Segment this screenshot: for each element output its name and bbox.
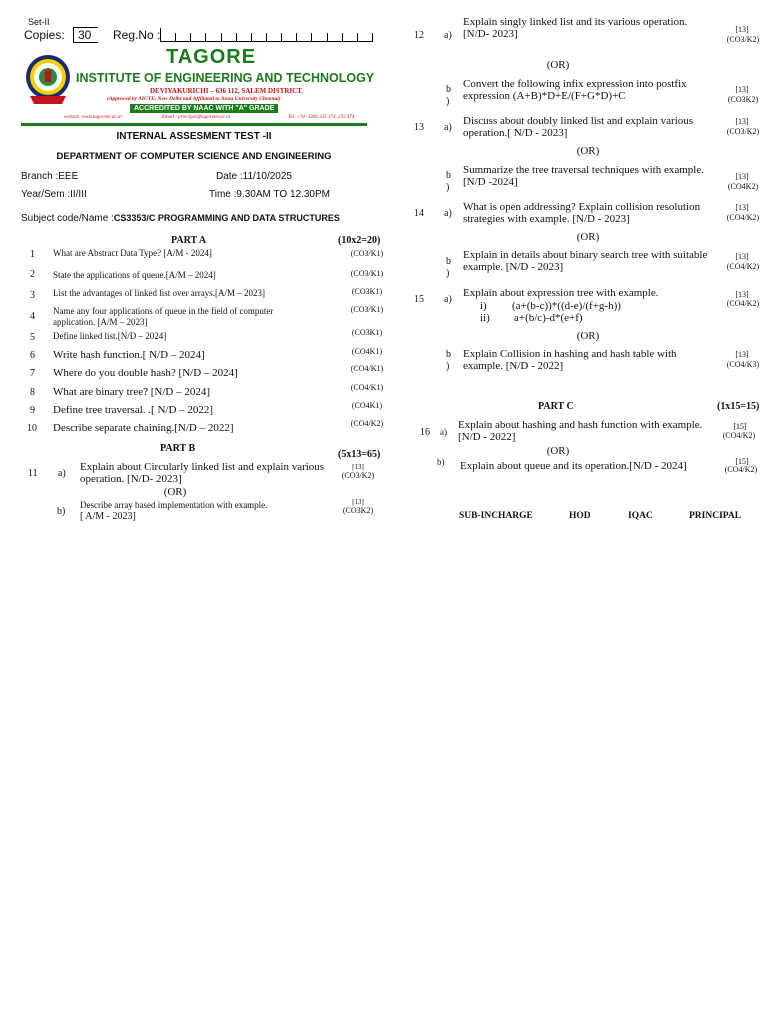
question-number: 1 bbox=[30, 249, 35, 260]
question-number: 14 bbox=[414, 208, 424, 219]
subpart-label: a) bbox=[58, 468, 66, 479]
question-text: Define linked list.[N/D – 2024] bbox=[53, 331, 167, 341]
expression-text: a+(b/c)-d*(e+f) bbox=[514, 312, 583, 324]
subpart-label: a) bbox=[444, 122, 452, 133]
question-text: Define tree traversal. .[ N/D – 2022] bbox=[53, 404, 214, 416]
or-separator: (OR) bbox=[576, 231, 600, 243]
or-separator: (OR) bbox=[576, 145, 600, 157]
marks-label: [13] bbox=[352, 498, 364, 506]
subpart-label: b ) bbox=[446, 256, 451, 279]
naac-badge: ACCREDITED BY NAAC WITH "A" GRADE bbox=[130, 104, 278, 113]
question-text: What is open addressing? Explain collision resolution strategies with example. [N/D - 2023] bbox=[463, 201, 701, 225]
co-code: (CO4/K2) bbox=[350, 419, 384, 428]
subpart-label: b ) bbox=[446, 349, 451, 372]
question-number: 15 bbox=[414, 294, 424, 305]
co-code: (CO4/K2) bbox=[722, 431, 756, 440]
marks-label: [13] bbox=[735, 350, 749, 359]
part-b-title: PART B bbox=[160, 443, 196, 454]
branch: Branch :EEE bbox=[21, 171, 79, 182]
signature-principal: PRINCIPAL bbox=[689, 511, 742, 521]
marks-label: [13] bbox=[735, 25, 749, 34]
part-a-marks: (10x2=20) bbox=[338, 235, 381, 246]
question-text: Convert the following infix expression into postfix expression (A+B)*D+E/(F+G*D)+C bbox=[463, 78, 687, 102]
co-code: (CO3K2) bbox=[342, 506, 374, 515]
co-code: (CO3/K2) bbox=[341, 471, 375, 480]
co-code: (CO4K1) bbox=[351, 347, 383, 356]
exam-title: INTERNAL ASSESMENT TEST -II bbox=[116, 131, 272, 142]
question-text: What are binary tree? [N/D – 2024] bbox=[53, 386, 210, 398]
co-code: (CO3/K1) bbox=[350, 305, 384, 314]
expression-text: (a+(b-c))*((d-e)/(f+g-h)) bbox=[512, 300, 621, 312]
college-tel: Tel: +91- 4282 235 374, 235 474 bbox=[288, 115, 355, 120]
subpart-label: b ) bbox=[446, 170, 451, 193]
question-number: 3 bbox=[30, 290, 35, 301]
or-separator: (OR) bbox=[546, 445, 570, 457]
co-code: (CO3/K2) bbox=[726, 127, 760, 136]
question-text: [ A/M - 2023] bbox=[80, 511, 136, 522]
subpart-label: a) bbox=[444, 208, 452, 219]
question-number: 16 bbox=[420, 427, 430, 438]
question-text: Explain singly linked list and its various operation. [N/D- 2023] bbox=[463, 16, 688, 40]
question-number: 9 bbox=[30, 405, 35, 416]
college-name: TAGORE bbox=[166, 46, 257, 68]
signature-sub-incharge: SUB-INCHARGE bbox=[459, 511, 533, 521]
question-number: 13 bbox=[414, 122, 424, 133]
part-c-marks: (1x15=15) bbox=[717, 401, 760, 412]
header-divider bbox=[21, 123, 367, 126]
marks-label: [13] bbox=[735, 172, 749, 181]
subpart-label: b) bbox=[57, 506, 66, 517]
marks-label: [13] bbox=[735, 117, 749, 126]
subject-value: CS3353/C PROGRAMMING AND DATA STRUCTURES bbox=[113, 213, 340, 223]
marks-label: [13] bbox=[352, 463, 364, 471]
question-text: What are Abstract Data Type? [A/M - 2024] bbox=[53, 248, 212, 258]
co-code: (CO3K1) bbox=[351, 287, 383, 296]
question-text: Where do you double hash? [N/D – 2024] bbox=[53, 367, 238, 379]
regno-boxes bbox=[160, 28, 373, 42]
college-subtitle: INSTITUTE OF ENGINEERING AND TECHNOLOGY bbox=[76, 71, 375, 85]
question-text: Explain about expression tree with example. bbox=[463, 287, 659, 299]
question-text: Summarize the tree traversal techniques with example. [N/D -2024] bbox=[463, 164, 704, 188]
part-b-marks: (5x13=65) bbox=[338, 449, 381, 460]
copies-label: Copies: bbox=[24, 28, 65, 42]
co-code: (CO3K2) bbox=[727, 95, 759, 104]
co-code: (CO4K2) bbox=[727, 182, 759, 191]
question-text: Explain about queue and its operation.[N/D - 2024] bbox=[460, 460, 687, 472]
question-number: 6 bbox=[30, 350, 35, 361]
college-approval: (Approved by AICTE, New Delhi and Affiliated to Anna University Chennai) bbox=[107, 96, 281, 102]
question-number: 12 bbox=[414, 30, 424, 41]
part-a-title: PART A bbox=[171, 235, 207, 246]
marks-label: [15] bbox=[735, 457, 749, 466]
marks-label: [13] bbox=[735, 203, 749, 212]
set-label: Set-II bbox=[28, 17, 50, 27]
subpart-label: b) bbox=[437, 457, 445, 467]
question-number: 10 bbox=[27, 423, 37, 434]
co-code: (CO4/K3) bbox=[726, 360, 760, 369]
question-text: Explain in details about binary search tree with suitable example. [N/D - 2023] bbox=[463, 249, 708, 273]
question-number: 2 bbox=[30, 269, 35, 280]
year-sem: Year/Sem :II/III bbox=[21, 189, 87, 200]
subpart-label: a) bbox=[440, 427, 447, 437]
part-c-title: PART C bbox=[538, 401, 574, 412]
signature-hod: HOD bbox=[569, 511, 591, 521]
marks-label: [13] bbox=[735, 290, 749, 299]
co-code: (CO4/K2) bbox=[724, 465, 758, 474]
college-website: website: www.tagoreiet.ac.in bbox=[64, 115, 122, 120]
question-text: Discuss about doubly linked list and explain various operation.[ N/D - 2023] bbox=[463, 115, 694, 139]
marks-label: [15] bbox=[733, 422, 747, 431]
question-text: Explain about Circularly linked list and explain various operation. [N/D- 2023] bbox=[80, 461, 325, 485]
exam-time: Time :9.30AM TO 12.30PM bbox=[209, 189, 330, 200]
department: DEPARTMENT OF COMPUTER SCIENCE AND ENGINEERING bbox=[56, 151, 332, 162]
co-code: (CO3K1) bbox=[351, 328, 383, 337]
or-separator: (OR) bbox=[163, 486, 187, 498]
co-code: (CO4/K2) bbox=[726, 213, 760, 222]
question-text: State the applications of queue.[A/M – 2024] bbox=[53, 270, 216, 280]
question-text: List the advantages of linked list over arrays.[A/M – 2023] bbox=[53, 288, 265, 298]
co-code: (CO4K1) bbox=[351, 401, 383, 410]
signature-iqac: IQAC bbox=[628, 511, 653, 521]
co-code: (CO4/K2) bbox=[726, 262, 760, 271]
co-code: (CO3/K2) bbox=[726, 35, 760, 44]
subpart-label: a) bbox=[444, 294, 452, 305]
regno-label: Reg.No : bbox=[113, 28, 161, 42]
or-separator: (OR) bbox=[576, 330, 600, 342]
co-code: (CO4/K1) bbox=[350, 383, 384, 392]
question-text: Describe separate chaining.[N/D – 2022] bbox=[53, 422, 234, 434]
college-email: Email : principal@tagoreiet.ac.in bbox=[162, 115, 231, 120]
subpart-label: b ) bbox=[446, 84, 451, 107]
or-separator: (OR) bbox=[546, 59, 570, 71]
co-code: (CO3/K1) bbox=[350, 249, 384, 258]
question-number: 7 bbox=[30, 368, 35, 379]
college-emblem bbox=[24, 52, 72, 106]
question-text: Name any four applications of queue in the field of computer application. [A/M – 2023] bbox=[53, 306, 274, 327]
exam-date: Date :11/10/2025 bbox=[216, 171, 292, 182]
question-text: Write hash function.[ N/D – 2024] bbox=[53, 349, 205, 361]
question-number: 8 bbox=[30, 387, 35, 398]
question-number: 11 bbox=[28, 468, 38, 479]
question-text: Explain Collision in hashing and hash table with example. [N/D - 2022] bbox=[463, 348, 677, 372]
question-text: Describe array based implementation with example. bbox=[80, 500, 268, 510]
co-code: (CO4/K1) bbox=[350, 364, 384, 373]
marks-label: [13] bbox=[735, 252, 749, 261]
question-number: 5 bbox=[30, 332, 35, 343]
co-code: (CO3/K1) bbox=[350, 269, 384, 278]
subitem-label: ii) bbox=[480, 312, 490, 324]
marks-label: [13] bbox=[735, 85, 749, 94]
college-address: DEVIYAKURICHI – 636 112, SALEM DISTRICT. bbox=[150, 87, 304, 95]
subject bbox=[21, 213, 340, 224]
question-text: Explain about hashing and hash function with example. [N/D - 2022] bbox=[458, 419, 703, 443]
subpart-label: a) bbox=[444, 30, 452, 41]
copies-value: 30 bbox=[73, 27, 98, 43]
subitem-label: i) bbox=[480, 300, 487, 312]
question-number: 4 bbox=[30, 311, 35, 322]
subject-label: Subject code/Name : bbox=[21, 213, 114, 224]
co-code: (CO4/K2) bbox=[726, 299, 760, 308]
